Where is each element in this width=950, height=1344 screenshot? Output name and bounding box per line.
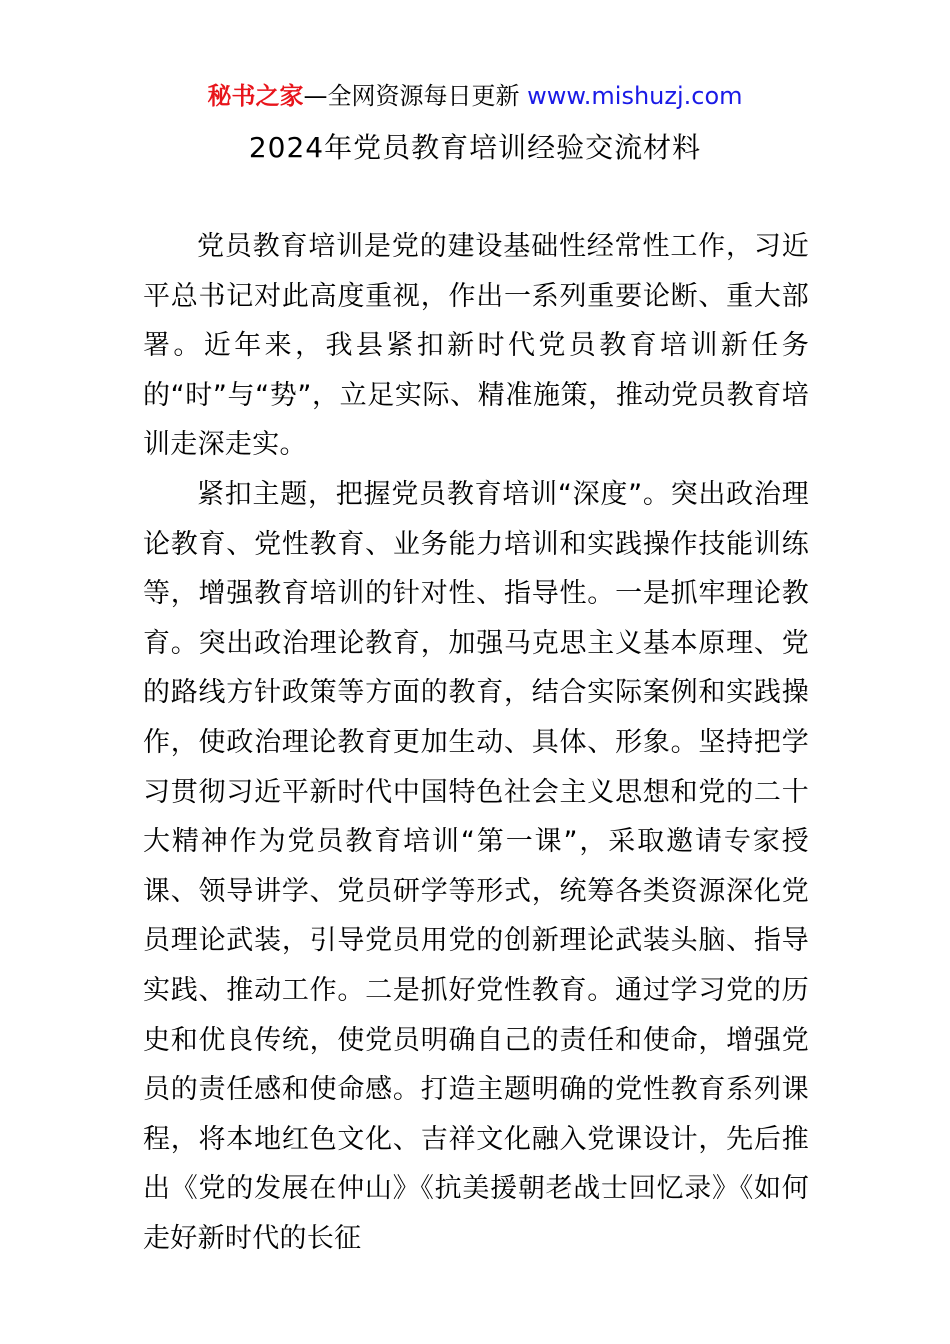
document-body [143, 222, 809, 1263]
brand-name: 秘书之家 [207, 82, 304, 110]
site-header [0, 80, 950, 112]
site-tagline: —全网资源每日更新 [303, 82, 520, 110]
site-url-link[interactable]: www.mishuzj.com [527, 82, 743, 110]
paragraph-depth: 紧扣主题，把握党员教育培训“深度”。突出政治理论教育、党性教育、业务能力培训和实践操作技能训练等，增强教育培训的针对性、指导性。一是抓牢理论教育。突出政治理论教育，加强马克思主义基本原理、党的路线方针政策等方面的教育，结合实际案例和实践操作，使政治理论教育更加生动、具体、形象。坚持把学习贯彻习近平新时代中国特色社会主义思想和党的二十大精神作为党员教育培训“第一课”，采取邀请专家授课、领导讲学、党员研学等形式，统筹各类资源深化党员理论武装，引导党员用党的创新理论武装头脑、指导实践、推动工作。二是抓好党性教育。通过学习党的历史和优良传统，使党员明确自己的责任和使命，增强党员的责任感和使命感。打造主题明确的党性教育系列课程，将本地红色文化、吉祥文化融入党课设计，先后推出《党的发展在仲山》《抗美援朝老战士回忆录》《如何走好新时代的长征 [143, 478, 809, 1254]
document-title: 2024年党员教育培训经验交流材料 [248, 131, 702, 164]
paragraph-intro: 党员教育培训是党的建设基础性经常性工作，习近平总书记对此高度重视，作出一系列重要论断、重大部署。近年来，我县紧扣新时代党员教育培训新任务的“时”与“势”，立足实际、精准施策，推动党员教育培训走深走实。 [143, 231, 809, 461]
